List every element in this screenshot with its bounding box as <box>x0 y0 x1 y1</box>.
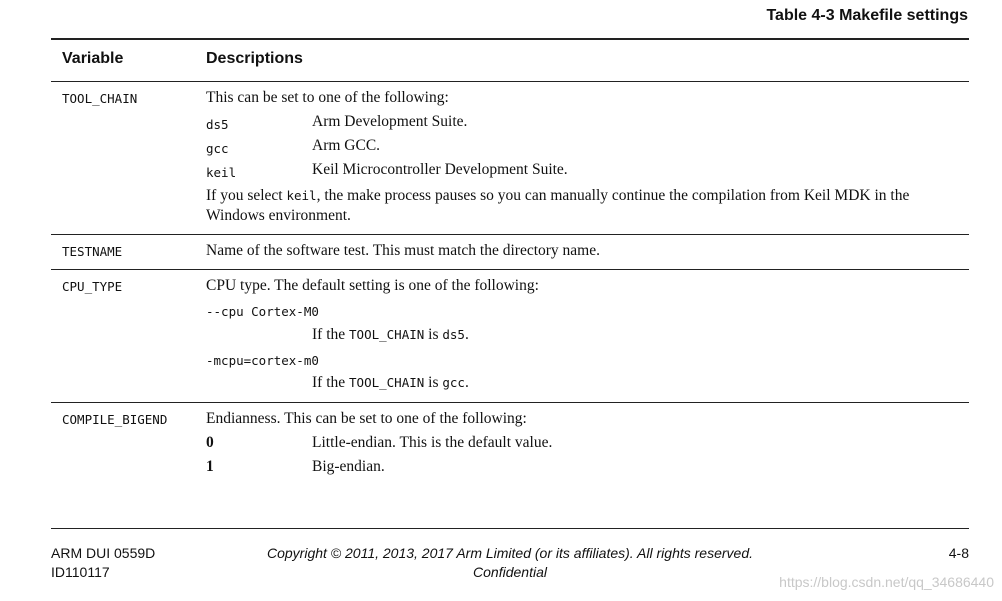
row-intro: This can be set to one of the following: <box>206 89 449 106</box>
row-intro: CPU type. The default setting is one of the following: <box>206 277 539 294</box>
header-descriptions: Descriptions <box>206 50 303 67</box>
variable-name: COMPILE_BIGEND <box>62 412 168 427</box>
table-top-rule <box>51 38 969 40</box>
row-divider <box>51 269 969 270</box>
variable-name: TESTNAME <box>62 244 123 259</box>
option-condition: If the TOOL_CHAIN is ds5. <box>312 326 469 343</box>
option-condition: If the TOOL_CHAIN is gcc. <box>312 374 469 391</box>
watermark: https://blog.csdn.net/qq_34686440 <box>779 574 994 590</box>
row-intro: Name of the software test. This must match the directory name. <box>206 242 600 259</box>
option-key: 1 <box>206 458 214 475</box>
row-divider <box>51 234 969 235</box>
option-desc: Keil Microcontroller Development Suite. <box>312 161 568 178</box>
table-title: Table 4-3 Makefile settings <box>766 7 968 24</box>
footer-doc-number: ARM DUI 0559D <box>51 545 156 561</box>
option-desc: Arm Development Suite. <box>312 113 468 130</box>
footer-copyright: Copyright © 2011, 2013, 2017 Arm Limited (or its affiliates). All rights reserved. <box>266 545 753 561</box>
footer-page-number: 4-8 <box>948 545 969 561</box>
variable-name: TOOL_CHAIN <box>62 91 138 106</box>
footer-confidential: Confidential <box>473 564 547 580</box>
option-key: --cpu Cortex-M0 <box>206 304 319 319</box>
option-key: keil <box>206 165 237 180</box>
option-desc: Big-endian. <box>312 458 385 475</box>
variable-name: CPU_TYPE <box>62 279 123 294</box>
option-desc: Arm GCC. <box>312 137 381 154</box>
option-key: ds5 <box>206 117 229 132</box>
footer-doc-id: ID110117 <box>51 564 110 580</box>
option-key: gcc <box>206 141 229 156</box>
option-key: -mcpu=cortex-m0 <box>206 353 319 368</box>
header-rule <box>51 81 969 82</box>
option-key: 0 <box>206 434 214 451</box>
footer-rule <box>51 528 969 529</box>
row-note: If you select keil, the make process pauses so you can manually continue the compilation from Keil MDK in the Windows environment. <box>206 187 910 224</box>
header-variable: Variable <box>62 50 124 67</box>
row-intro: Endianness. This can be set to one of the following: <box>206 410 527 427</box>
row-divider <box>51 402 969 403</box>
option-desc: Little-endian. This is the default value. <box>312 434 553 451</box>
